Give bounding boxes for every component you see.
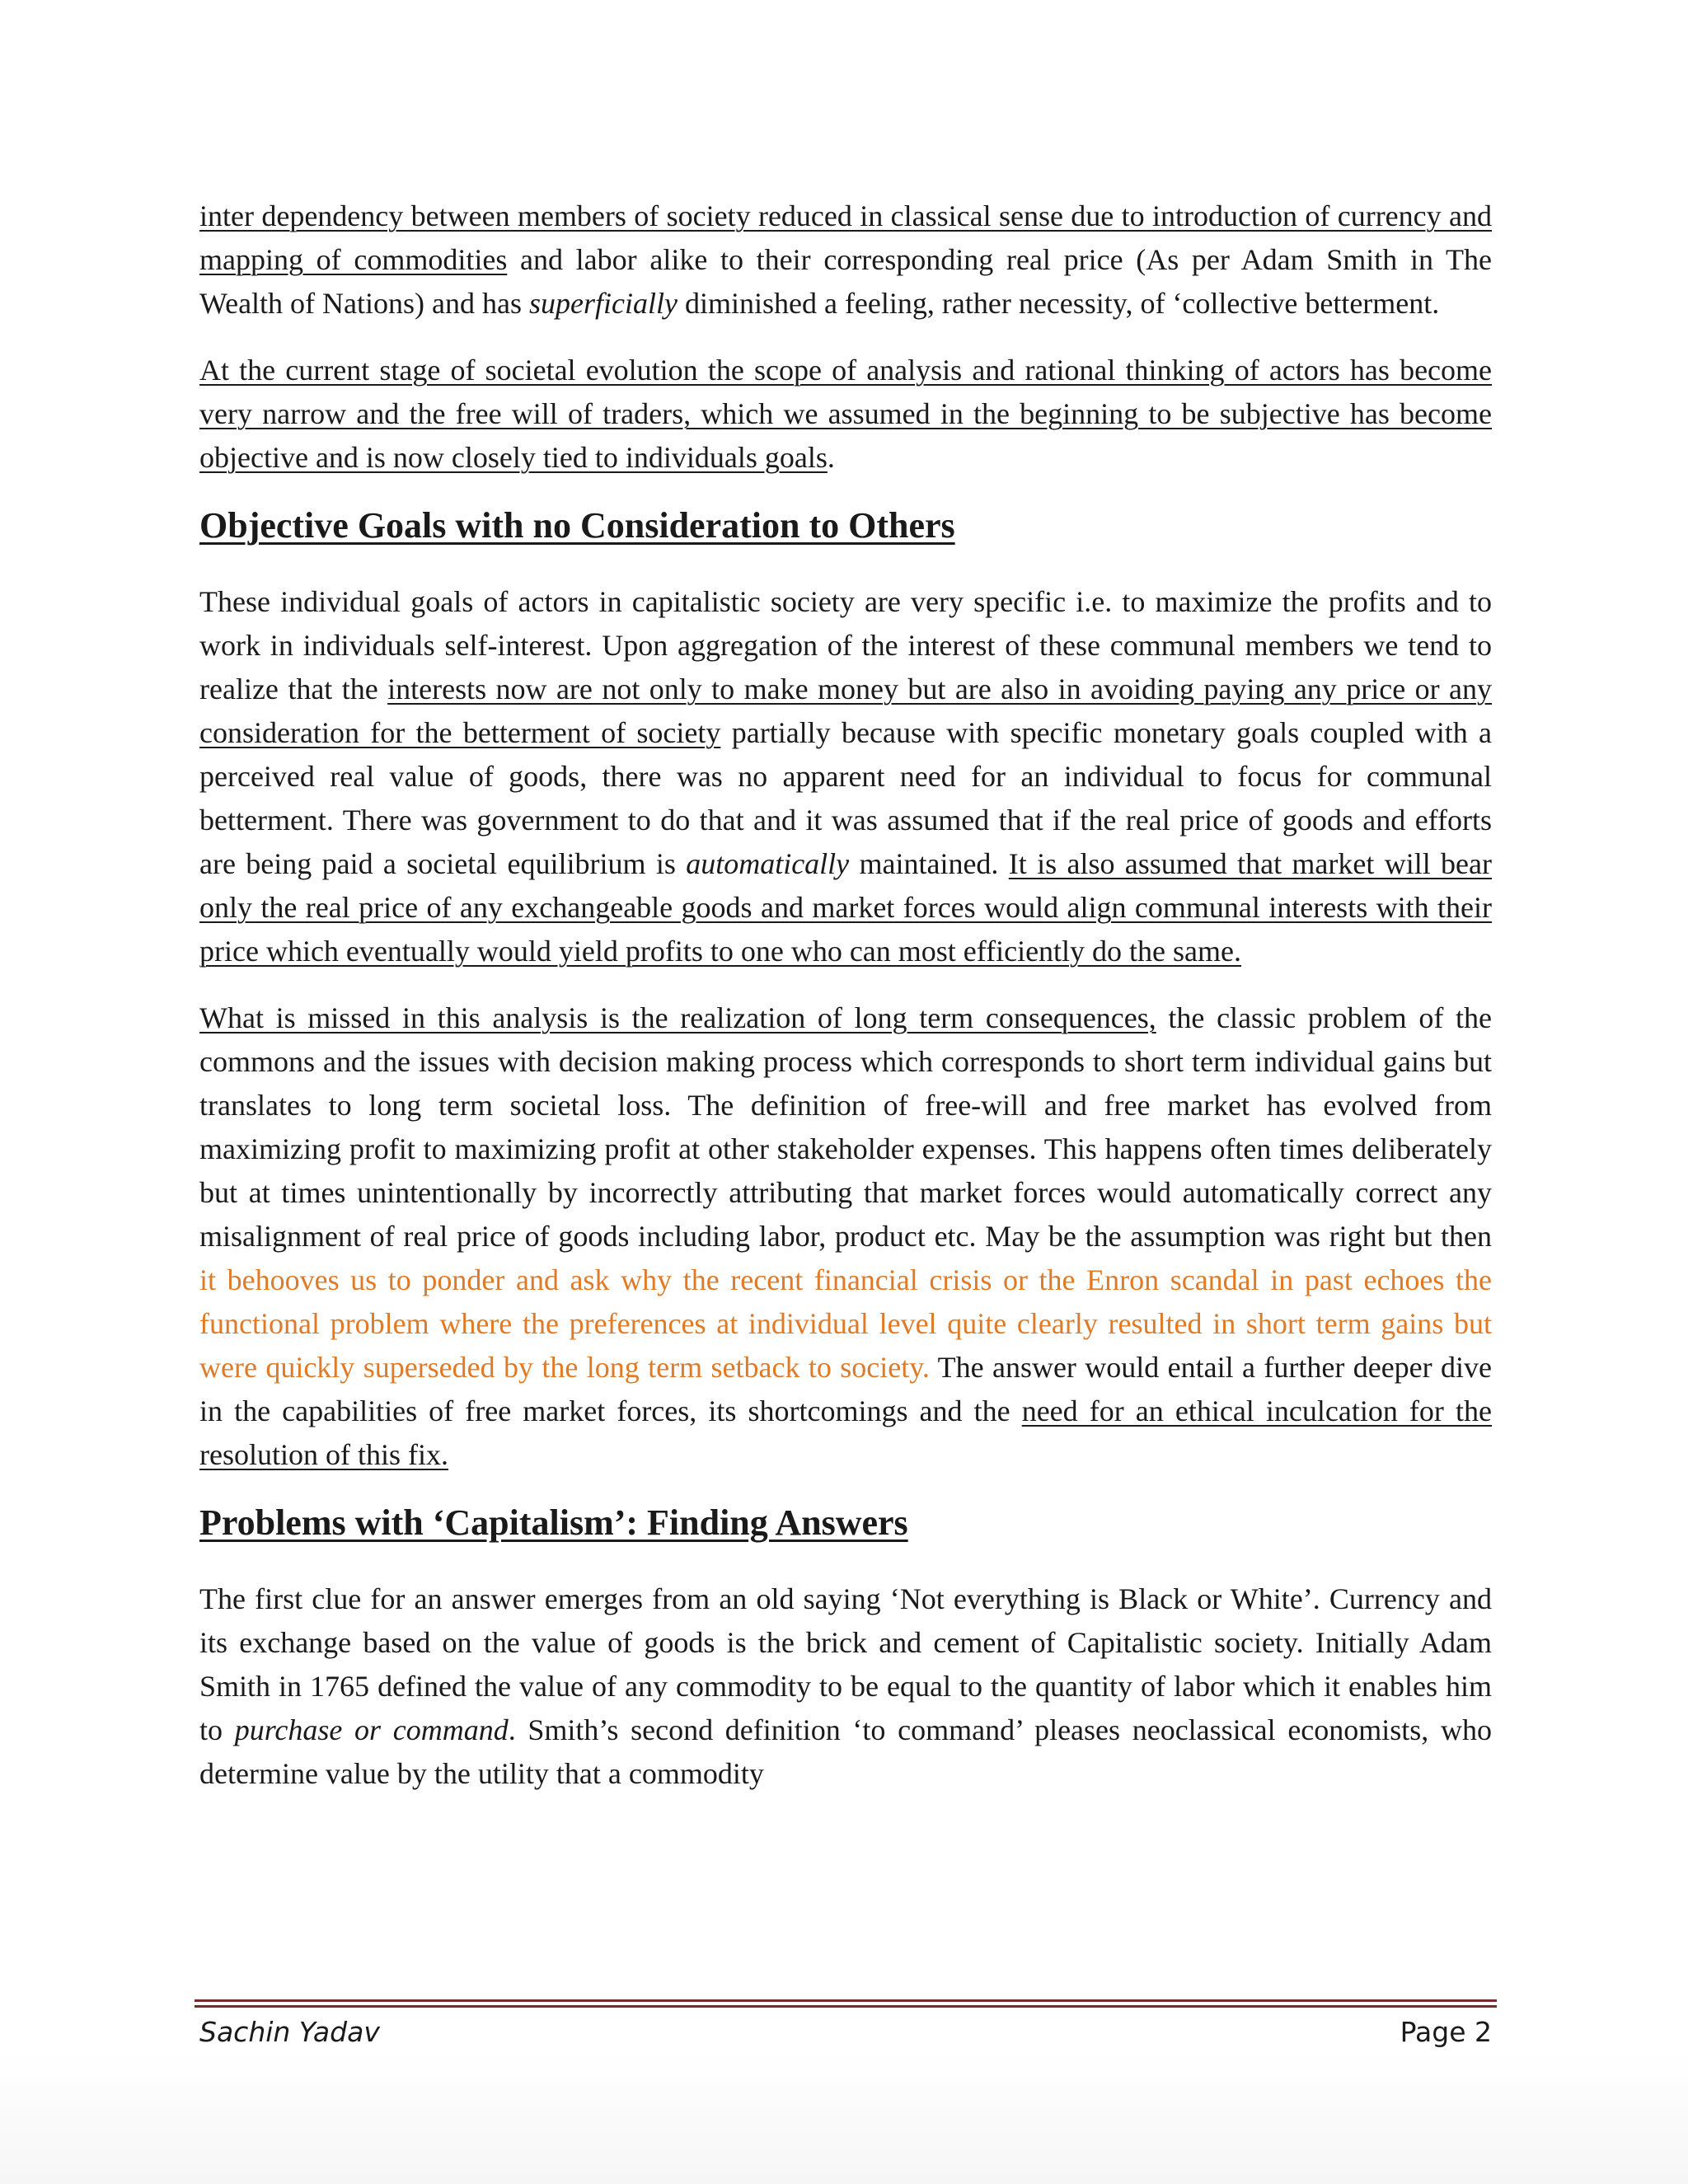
underlined-text: It is also assumed that market will bear only the real price of any exchangeable goods and market forces would align communal interests with their price which eventually would yield profits to one who can most efficiently do the same.	[199, 847, 1492, 968]
italic-text: superficially	[529, 287, 678, 320]
underlined-text: At the current stage of societal evolution the scope of analysis and rational thinking of actors has become very narrow and the free will of traders, which we assumed in the beginning to be subjective has become objective and is now closely tied to individuals goals	[199, 354, 1492, 474]
body-text: .	[827, 441, 835, 474]
body-text: The first clue for an answer emerges from an old saying ‘Not everything is Black or White’. Currency and its exchange based on the value of goods is the brick and cement of Capitalistic society. Initially Adam Smith in 1765 defined the value of any commodity to be equal to the quantity of labor which it enables him to	[199, 1582, 1492, 1746]
section-heading-objective-goals: Objective Goals with no Consideration to Others	[199, 505, 955, 546]
underlined-text: need for an ethical inculcation for the resolution of this fix.	[199, 1394, 1492, 1471]
footer-page-number: Page 2	[1400, 2016, 1492, 2048]
paragraph-3	[199, 580, 1492, 973]
body-text: maintained.	[849, 847, 1009, 880]
italic-text: purchase or command	[234, 1713, 509, 1746]
body-text: diminished a feeling, rather necessity, of ‘collective betterment.	[677, 287, 1440, 320]
paragraph-4	[199, 996, 1492, 1477]
highlighted-text: it behooves us to ponder and ask why the recent financial crisis or the Enron scandal in past echoes the functional problem where the preferences at individual level quite clearly resulted in short term gains but were quickly superseded by the long term setback to society.	[199, 1263, 1492, 1384]
body-text: The answer would entail a further deeper dive in the capabilities of free market forces, its shortcomings and the	[199, 1351, 1493, 1427]
body-text: partially because with specific monetary goals coupled with a perceived real value of goods, there was no apparent need for an individual to focus for communal betterment. There was government to do that and it was assumed that if the real price of goods and efforts are being paid a societal equilibrium is	[199, 716, 1492, 880]
paragraph-1	[199, 194, 1492, 326]
body-text: and labor alike to their corresponding real price (As per Adam Smith in The Wealth of Nations) and has	[199, 243, 1492, 320]
underlined-text: What is missed in this analysis is the realization of long term consequences,	[199, 1001, 1156, 1034]
paragraph-2	[199, 349, 1492, 480]
underlined-text: interests now are not only to make money but are also in avoiding paying any price or any consideration for the betterment of society	[199, 673, 1492, 749]
paragraph-5	[199, 1577, 1492, 1796]
italic-text: automatically	[686, 847, 850, 880]
body-text: the classic problem of the commons and the issues with decision making process which corresponds to short term individual gains but translates to long term societal loss. The definition of free-will and free market has evolved from maximizing profit to maximizing profit at other stakeholder expenses. This happens often times deliberately but at times unintentionally by incorrectly attributing that market forces would automatically correct any misalignment of real price of goods including labor, product etc. May be the assumption was right but then	[199, 1001, 1492, 1253]
section-heading-problems-with-capitalism: Problems with ‘Capitalism’: Finding Answers	[199, 1502, 908, 1543]
page-bottom-shade	[0, 2052, 1688, 2184]
body-text: . Smith’s second definition ‘to command’ pleases neoclassical economists, who determine value by the utility that a commodity	[199, 1713, 1492, 1790]
footer-author: Sachin Yadav	[199, 2016, 380, 2048]
footer-divider	[195, 1999, 1497, 2008]
body-text: These individual goals of actors in capitalistic society are very specific i.e. to maximize the profits and to work in individuals self-interest. Upon aggregation of the interest of these communal members we tend to realize that the	[199, 585, 1492, 705]
underlined-text: inter dependency between members of society reduced in classical sense due to introduction of currency and mapping of commodities	[199, 199, 1492, 276]
document-body	[199, 194, 1492, 1819]
